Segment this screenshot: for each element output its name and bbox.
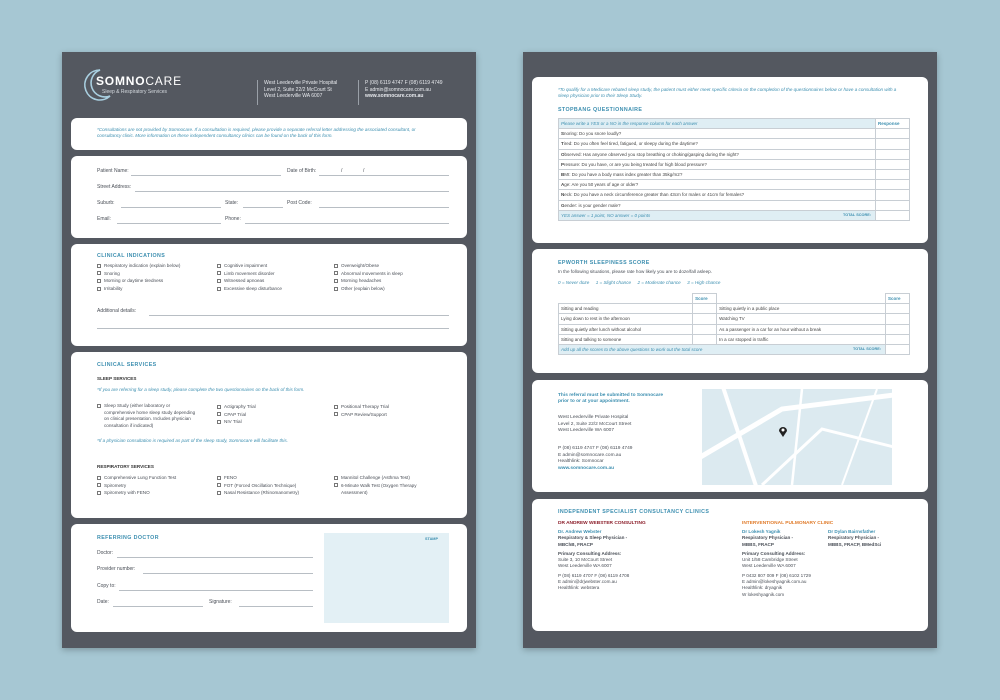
submit-contact: P (08) 6119 4747 F (08) 6119 4749 E admin@somnocare.com.au Healthlink: Somnocar www.somnocare.com.au bbox=[558, 446, 633, 471]
sleep-services-col3 bbox=[334, 403, 389, 418]
checkbox-item[interactable]: Snoring bbox=[97, 270, 180, 278]
stopbang-row: BMI: Do you have a body mass index greater than 35kg/m2? bbox=[559, 169, 910, 179]
postcode-field[interactable] bbox=[319, 207, 449, 208]
checkbox-item[interactable]: Morning headaches bbox=[334, 277, 403, 285]
referral-form-front bbox=[62, 52, 476, 648]
response-cell[interactable] bbox=[876, 129, 910, 139]
state-field[interactable] bbox=[243, 207, 283, 208]
score-cell[interactable] bbox=[886, 304, 910, 314]
checkbox-item[interactable]: CPAP Review/Support bbox=[334, 411, 389, 419]
indications-col1 bbox=[97, 262, 180, 293]
header-contact: P (08) 6119 4747 F (08) 6119 4749 E admin@somnocare.com.au www.somnocare.com.au bbox=[365, 80, 443, 100]
score-cell[interactable] bbox=[693, 334, 717, 344]
response-cell[interactable] bbox=[876, 190, 910, 200]
checkbox-item[interactable]: Excessive sleep disturbance bbox=[217, 285, 282, 293]
patient-details-section: Patient Name: Date of Birth: / / Street Address: Suburb: State: Post Code: Email: Phone: bbox=[71, 156, 467, 238]
epworth-row: Sitting and reading Sitting quietly in a public place bbox=[559, 304, 910, 314]
brand-tagline: Sleep & Respiratory Services bbox=[102, 89, 168, 95]
checkbox-item[interactable]: Spirometry with FENO bbox=[97, 489, 176, 497]
signature-field[interactable] bbox=[239, 606, 313, 607]
indications-col3 bbox=[334, 262, 403, 293]
checkbox-item[interactable]: Positional Therapy Trial bbox=[334, 403, 389, 411]
provider-number-field[interactable] bbox=[143, 573, 313, 574]
epworth-row: Sitting and talking to someone In a car stopped in traffic bbox=[559, 334, 910, 344]
date-field[interactable] bbox=[113, 606, 203, 607]
header-address: West Leederville Private Hospital Level 2, Suite 22/2 McCourt St West Leederville WA 6007 bbox=[264, 80, 338, 100]
epworth-scale: 0 = Never doze 1 = Slight chance 2 = Moderate chance 3 = High chance bbox=[558, 280, 721, 285]
clinic-bairnsfather-details: Dr Dylan Bairnsfather Respiratory Physician - MBBS, FRACP, BMedSci bbox=[828, 529, 882, 547]
clinical-services-section: CLINICAL SERVICES SLEEP SERVICES *If you are referring for a sleep study, please complete the two questionnaires on the back of this form. Sleep Study (either laboratory or comprehensive home sleep study depending on clinical presentation. Includes physician consultation if indicated) Actigraphy Trial CPAP Trial NIV Trial Positional Therapy Trial CPAP Review/Support *If a physician consultation is required as part of the sleep study, Somnocare will facilitate this. RESPIRATORY SERVICES Comprehensive Lung Function Test Spirometry Spirometry with FENO FENO FOT (Forced Oscillation Technique) Nasal Resistance (Rhinomanometry) Mannitol Challenge (Asthma Test) 6-Minute Walk Test (Oxygen Therapy Assessment) bbox=[71, 352, 467, 518]
consultation-notice: *Consultations are not provided by Somnocare. If a consultation is required, please provide a separate referral letter addressing the associated consultant, or consultancy clinic. More information on these independent consultancy clinics can be found on the back of this form. bbox=[71, 118, 467, 150]
suburb-field[interactable] bbox=[121, 207, 221, 208]
sleep-services-col2 bbox=[217, 403, 256, 426]
checkbox-item[interactable]: Limb movement disorder bbox=[217, 270, 282, 278]
checkbox-item[interactable]: CPAP Trial bbox=[217, 411, 256, 419]
patient-name-field[interactable] bbox=[131, 175, 281, 176]
stopbang-table: Please write a YES or a NO in the response column for each answer Response Snoring: Do you snore loudly? Tired: Do you often feel tired, fatigued, or sleepy during the daytime? Observed: Has anyone observed you stop breathing or choking/gasping during the night? Pressure: Do you have, or are you being treated for high blood pressure? BMI: Do you have a body mass index greater than 35kg/m2? Age: Are you 50 years of age or older? Neck: Do you have a neck circumference greater than 43cm for males or 41cm for females? Gender: is your gender male? YES answer = 1 point, NO answer = 0 points TOTAL SCORE: bbox=[558, 118, 910, 221]
checkbox-item[interactable]: Cognitive impairment bbox=[217, 262, 282, 270]
clinical-indications-section: CLINICAL INDICATIONS Respiratory indication (explain below) Snoring Morning or daytime tiredness Irritability Cognitive impairment Limb movement disorder Witnessed apnoeas Excessive sleep disturbance Overweight/Obese Abnormal movements in sleep Morning headaches Other (explain below) Additional details: bbox=[71, 244, 467, 346]
header-divider bbox=[257, 80, 258, 105]
clinics-section: INDEPENDENT SPECIALIST CONSULTANCY CLINICS DR ANDREW WEBSTER CONSULTING Dr. Andrew Webster Respiratory & Sleep Physician - MBChB, FRACP Primary Consulting Address: Suite 3, 10 McCourt Street West Leederville WA 6007 P (08) 6119 4707 F (08) 6119 4708 E admin@drjwebster.com.au Healthlink: webstera INTERVENTIONAL PULMONARY CLINIC Dr Lokesh Yagnik Respiratory Physician - MBBS, FRACP Primary Consulting Address: Unit 1/58 Cambridge Street West Leederville WA 6007 P 0432 807 009 F (08) 6102 1729 E admin@lokeshyagnik.com.au Healthlink: dryagnik W lokeshyagnik.com Dr Dylan Bairnsfather Respiratory Physician - MBBS, FRACP, BMedSci bbox=[532, 499, 928, 631]
submit-address: West Leederville Private Hospital Level 2, Suite 22/2 McCourt Street West Leederville WA 6007 bbox=[558, 415, 632, 433]
checkbox-item[interactable]: Spirometry bbox=[97, 482, 176, 490]
stopbang-row: Neck: Do you have a neck circumference greater than 43cm for males or 41cm for females? bbox=[559, 190, 910, 200]
checkbox-item[interactable]: Nasal Resistance (Rhinomanometry) bbox=[217, 489, 299, 497]
phone-field[interactable] bbox=[245, 223, 449, 224]
referring-doctor-section: REFERRING DOCTOR STAMP Doctor: Provider number: Copy to: Date: Signature: bbox=[71, 524, 467, 632]
map-roads-icon bbox=[702, 389, 892, 485]
checkbox-item[interactable]: NIV Trial bbox=[217, 418, 256, 426]
email-field[interactable] bbox=[117, 223, 221, 224]
stamp-box[interactable] bbox=[324, 533, 449, 623]
checkbox-item[interactable]: Mannitol Challenge (Asthma Test) bbox=[334, 474, 417, 482]
epworth-total-cell[interactable] bbox=[886, 344, 910, 354]
stopbang-row: Tired: Do you often feel tired, fatigued, or sleepy during the daytime? bbox=[559, 139, 910, 149]
score-cell[interactable] bbox=[886, 334, 910, 344]
additional-details-field[interactable] bbox=[149, 315, 449, 316]
checkbox-item[interactable]: Morning or daytime tiredness bbox=[97, 277, 180, 285]
checkbox-item[interactable]: FOT (Forced Oscillation Technique) bbox=[217, 482, 299, 490]
submit-heading: This referral must be submitted to Somnocare prior to or at your appointment. bbox=[558, 393, 664, 405]
epworth-table: Score Score Sitting and reading Sitting quietly in a public place Lying down to rest in the afternoon Watching TV Sitting quietly after lunch without alcohol As a passenger in a car for an hour without a break Sitting and talking to someone In a car stopped in traffic Add up all the scores to the above questions to work out the total score TOTAL SCORE: bbox=[558, 293, 910, 355]
clinic-webster-details: Dr. Andrew Webster Respiratory & Sleep Physician - MBChB, FRACP Primary Consulting Address: Suite 3, 10 McCourt Street West Leederville WA 6007 P (08) 6119 4707 F (08) 6119 4708 E admin@drjwebster.com.au Healthlink: webstera bbox=[558, 529, 630, 591]
response-cell[interactable] bbox=[876, 169, 910, 179]
sleep-study-checkbox[interactable]: Sleep Study (either laboratory or bbox=[97, 403, 195, 410]
stopbang-row: Snoring: Do you snore loudly? bbox=[559, 129, 910, 139]
checkbox-item[interactable]: Abnormal movements in sleep bbox=[334, 270, 403, 278]
checkbox-item[interactable]: Comprehensive Lung Function Test bbox=[97, 474, 176, 482]
resp-services-col2 bbox=[217, 474, 299, 497]
stopbang-row: Observed: Has anyone observed you stop breathing or choking/gasping during the night? bbox=[559, 149, 910, 159]
checkbox-item[interactable]: Overweight/Obese bbox=[334, 262, 403, 270]
score-cell[interactable] bbox=[886, 314, 910, 324]
checkbox-item[interactable]: FENO bbox=[217, 474, 299, 482]
score-cell[interactable] bbox=[693, 324, 717, 334]
submission-section bbox=[532, 380, 928, 492]
response-cell[interactable] bbox=[876, 149, 910, 159]
dob-field[interactable] bbox=[319, 175, 449, 176]
epworth-row: Sitting quietly after lunch without alcohol As a passenger in a car for an hour without a break bbox=[559, 324, 910, 334]
location-pin-icon bbox=[778, 425, 788, 438]
stopbang-row: Age: Are you 50 years of age or older? bbox=[559, 180, 910, 190]
response-cell[interactable] bbox=[876, 180, 910, 190]
resp-services-col3: Mannitol Challenge (Asthma Test) 6-Minute Walk Test (Oxygen Therapy Assessment) bbox=[334, 474, 417, 497]
street-address-field[interactable] bbox=[135, 191, 449, 192]
checkbox-item[interactable]: Actigraphy Trial bbox=[217, 403, 256, 411]
checkbox-item[interactable]: Other (explain below) bbox=[334, 285, 403, 293]
response-cell[interactable] bbox=[876, 159, 910, 169]
copy-to-field[interactable] bbox=[119, 590, 313, 591]
indications-col2 bbox=[217, 262, 282, 293]
stopbang-total-cell[interactable] bbox=[876, 210, 910, 220]
location-map[interactable] bbox=[702, 389, 892, 485]
checkbox-item[interactable]: Respiratory indication (explain below) bbox=[97, 262, 180, 270]
checkbox-item[interactable]: Irritability bbox=[97, 285, 180, 293]
score-cell[interactable] bbox=[693, 304, 717, 314]
clinic-yagnik-details: Dr Lokesh Yagnik Respiratory Physician - MBBS, FRACP Primary Consulting Address: Unit 1/58 Cambridge Street West Leederville WA 6007 P 0432 807 009 F (08) 6102 1729 E admin@lokeshyagnik.com.au Healthlink: dryagnik W lokeshyagnik.com bbox=[742, 529, 811, 597]
score-cell[interactable] bbox=[693, 314, 717, 324]
doctor-field[interactable] bbox=[117, 557, 313, 558]
header-divider bbox=[358, 80, 359, 105]
checkbox-item[interactable]: 6-Minute Walk Test (Oxygen Therapy bbox=[334, 482, 417, 490]
resp-services-col1 bbox=[97, 474, 176, 497]
stopbang-row: Pressure: Do you have, or are you being treated for high blood pressure? bbox=[559, 159, 910, 169]
epworth-row: Lying down to rest in the afternoon Watching TV bbox=[559, 314, 910, 324]
score-cell[interactable] bbox=[886, 324, 910, 334]
stopbang-row: Gender: is your gender male? bbox=[559, 200, 910, 210]
stopbang-section: *To qualify for a Medicare rebated sleep study, the patient must either meet specific criteria on the completion of the questionnaires below or have a consultation with a sleep physician prior to their Sleep Study. STOPBANG QUESTIONNAIRE Please write a YES or a NO in the response column for each answer Response Snoring: Do you snore loudly? Tired: Do you often feel tired, fatigued, or sleepy during the daytime? Observed: Has anyone observed you stop breathing or choking/gasping during the night? Pressure: Do you have, or are you being treated for high blood pressure? BMI: Do you have a body mass index greater than 35kg/m2? Age: Are you 50 years of age or older? Neck: Do you have a neck circumference greater than 43cm for males or 41cm for females? Gender: is your gender male? YES answer = 1 point, NO answer = 0 points TOTAL SCORE: bbox=[532, 77, 928, 243]
response-cell[interactable] bbox=[876, 139, 910, 149]
form-header bbox=[62, 52, 476, 117]
additional-details-field[interactable] bbox=[97, 328, 449, 329]
brand-name: SOMNOCARE bbox=[96, 74, 182, 88]
sleep-services-col1: Sleep Study (either laboratory or comprehensive home sleep study depending on clinical presentation. Includes physician consultation if indicated) bbox=[97, 403, 195, 429]
referral-form-back bbox=[523, 52, 937, 648]
checkbox-item[interactable]: Witnessed apnoeas bbox=[217, 277, 282, 285]
response-cell[interactable] bbox=[876, 200, 910, 210]
epworth-section: EPWORTH SLEEPINESS SCORE In the following situations, please rate how likely you are to doze/fall asleep. 0 = Never doze 1 = Slight chance 2 = Moderate chance 3 = High chance Score Score Sitting and reading Sitting quietly in a public place Lying down to rest in the afternoon Watching TV Sitting quietly after lunch without alcohol As a passenger in a car for an hour without a break Sitting and talking to someone In a car stopped in traffic Add up all the scores to the above questions to work out the total score TOTAL SCORE: bbox=[532, 249, 928, 373]
